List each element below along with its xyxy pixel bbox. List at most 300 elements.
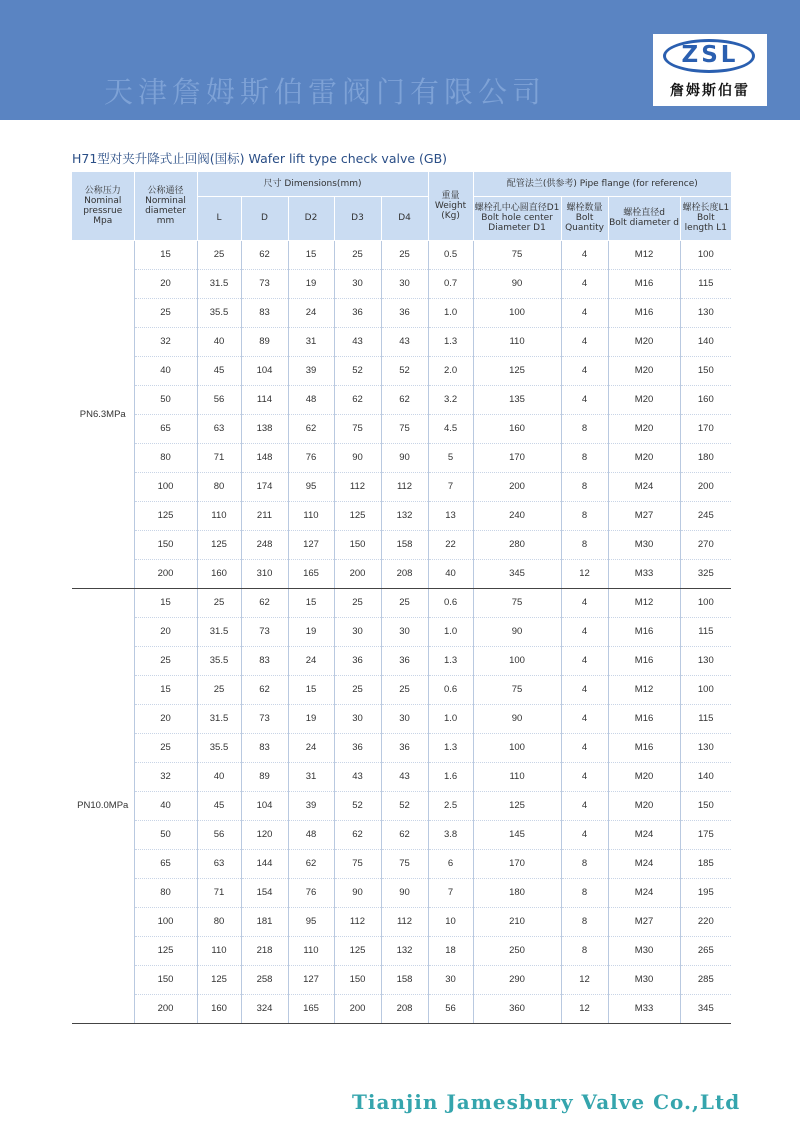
cell-D3: 43 (334, 327, 381, 356)
cell-D: 89 (241, 327, 288, 356)
table-row (72, 936, 731, 965)
header-text: Diameter D1 (488, 223, 546, 233)
cell-D3: 52 (334, 356, 381, 385)
cell-D: 324 (241, 994, 288, 1023)
logo-mark: ZSL (681, 42, 739, 68)
cell-L: 56 (197, 385, 241, 414)
cell-bolt-qty: 8 (561, 501, 608, 530)
header-bolt-length (680, 196, 731, 240)
table-row (72, 994, 731, 1023)
cell-bolt-circle: 135 (473, 385, 561, 414)
company-name-cn: 天津詹姆斯伯雷阀门有限公司 (104, 75, 547, 109)
cell-D3: 90 (334, 443, 381, 472)
cell-diameter: 150 (134, 530, 197, 559)
header-text: Bolt (575, 213, 594, 223)
header-text: length L1 (684, 223, 727, 233)
cell-D3: 75 (334, 849, 381, 878)
table-row (72, 327, 731, 356)
cell-D4: 62 (381, 385, 428, 414)
cell-L: 71 (197, 878, 241, 907)
table-row (72, 878, 731, 907)
cell-diameter: 32 (134, 762, 197, 791)
cell-D2: 24 (288, 646, 334, 675)
cell-bolt-qty: 8 (561, 530, 608, 559)
cell-bolt-circle: 100 (473, 298, 561, 327)
cell-D3: 112 (334, 907, 381, 936)
cell-bolt-length: 130 (680, 646, 731, 675)
cell-D4: 43 (381, 327, 428, 356)
cell-D2: 95 (288, 472, 334, 501)
cell-bolt-qty: 12 (561, 559, 608, 588)
cell-bolt-qty: 8 (561, 849, 608, 878)
cell-D3: 125 (334, 936, 381, 965)
cell-weight: 0.5 (428, 240, 473, 269)
cell-bolt-length: 100 (680, 588, 731, 617)
cell-bolt-qty: 8 (561, 414, 608, 443)
cell-bolt-qty: 8 (561, 878, 608, 907)
cell-bolt-length: 180 (680, 443, 731, 472)
cell-D4: 25 (381, 588, 428, 617)
cell-D3: 25 (334, 675, 381, 704)
cell-bolt-diameter: M20 (608, 385, 680, 414)
logo-name-cn: 詹姆斯伯雷 (670, 83, 750, 99)
cell-L: 31.5 (197, 269, 241, 298)
cell-weight: 1.3 (428, 646, 473, 675)
table-row (72, 472, 731, 501)
cell-diameter: 80 (134, 443, 197, 472)
cell-diameter: 80 (134, 878, 197, 907)
cell-D2: 62 (288, 849, 334, 878)
cell-D3: 36 (334, 298, 381, 327)
table-row (72, 820, 731, 849)
table-row (72, 646, 731, 675)
header-diameter (134, 172, 197, 240)
cell-L: 31.5 (197, 704, 241, 733)
cell-D2: 39 (288, 356, 334, 385)
cell-bolt-qty: 8 (561, 443, 608, 472)
cell-L: 35.5 (197, 646, 241, 675)
cell-bolt-diameter: M12 (608, 240, 680, 269)
cell-bolt-length: 115 (680, 617, 731, 646)
cell-bolt-qty: 4 (561, 588, 608, 617)
cell-bolt-diameter: M24 (608, 849, 680, 878)
cell-bolt-diameter: M16 (608, 617, 680, 646)
cell-weight: 1.0 (428, 617, 473, 646)
table-row (72, 907, 731, 936)
cell-weight: 10 (428, 907, 473, 936)
table-row (72, 849, 731, 878)
cell-D4: 158 (381, 530, 428, 559)
header-weight (428, 172, 473, 240)
cell-D2: 127 (288, 965, 334, 994)
cell-diameter: 50 (134, 820, 197, 849)
cell-L: 125 (197, 530, 241, 559)
cell-bolt-length: 285 (680, 965, 731, 994)
cell-D: 83 (241, 298, 288, 327)
cell-D: 62 (241, 588, 288, 617)
cell-bolt-circle: 170 (473, 443, 561, 472)
cell-diameter: 15 (134, 588, 197, 617)
cell-weight: 40 (428, 559, 473, 588)
cell-bolt-length: 265 (680, 936, 731, 965)
cell-L: 63 (197, 414, 241, 443)
header-text: 螺栓孔中心圆直径D1 (474, 203, 560, 213)
cell-D4: 208 (381, 559, 428, 588)
cell-bolt-qty: 8 (561, 936, 608, 965)
cell-bolt-circle: 100 (473, 733, 561, 762)
cell-D4: 30 (381, 704, 428, 733)
cell-L: 56 (197, 820, 241, 849)
cell-bolt-qty: 4 (561, 733, 608, 762)
cell-D4: 75 (381, 414, 428, 443)
cell-bolt-diameter: M33 (608, 559, 680, 588)
cell-diameter: 20 (134, 269, 197, 298)
cell-bolt-circle: 125 (473, 356, 561, 385)
cell-D: 211 (241, 501, 288, 530)
cell-weight: 7 (428, 878, 473, 907)
footer-company-name: Tianjin Jamesbury Valve Co.,Ltd (352, 1090, 741, 1114)
cell-bolt-circle: 240 (473, 501, 561, 530)
cell-bolt-circle: 210 (473, 907, 561, 936)
cell-bolt-circle: 250 (473, 936, 561, 965)
cell-D4: 25 (381, 675, 428, 704)
cell-L: 160 (197, 994, 241, 1023)
cell-bolt-length: 100 (680, 240, 731, 269)
cell-bolt-diameter: M24 (608, 472, 680, 501)
table-row (72, 385, 731, 414)
cell-bolt-diameter: M20 (608, 414, 680, 443)
cell-L: 25 (197, 675, 241, 704)
cell-D: 114 (241, 385, 288, 414)
cell-bolt-length: 150 (680, 356, 731, 385)
cell-bolt-length: 185 (680, 849, 731, 878)
cell-D2: 95 (288, 907, 334, 936)
header-D3: D3 (334, 196, 381, 240)
header-D4: D4 (381, 196, 428, 240)
cell-D4: 158 (381, 965, 428, 994)
header-dimensions: 尺寸 Dimensions(mm) (197, 172, 428, 196)
table-row (72, 501, 731, 530)
header-D: D (241, 196, 288, 240)
cell-bolt-circle: 145 (473, 820, 561, 849)
cell-weight: 56 (428, 994, 473, 1023)
cell-D2: 165 (288, 994, 334, 1023)
cell-D2: 62 (288, 414, 334, 443)
cell-diameter: 200 (134, 559, 197, 588)
cell-D4: 90 (381, 878, 428, 907)
header-bolt-diameter (608, 196, 680, 240)
cell-bolt-length: 170 (680, 414, 731, 443)
cell-weight: 7 (428, 472, 473, 501)
cell-weight: 1.0 (428, 704, 473, 733)
cell-L: 45 (197, 791, 241, 820)
cell-L: 63 (197, 849, 241, 878)
table-body (72, 240, 731, 1023)
cell-bolt-qty: 4 (561, 240, 608, 269)
cell-D2: 19 (288, 617, 334, 646)
cell-D2: 24 (288, 298, 334, 327)
header-text: 公称压力 (84, 185, 121, 196)
cell-L: 160 (197, 559, 241, 588)
header-text: Mpa (93, 215, 113, 226)
cell-bolt-length: 325 (680, 559, 731, 588)
cell-D2: 48 (288, 385, 334, 414)
cell-diameter: 65 (134, 414, 197, 443)
cell-D4: 25 (381, 240, 428, 269)
cell-D: 310 (241, 559, 288, 588)
cell-D3: 62 (334, 385, 381, 414)
cell-D: 154 (241, 878, 288, 907)
cell-diameter: 20 (134, 704, 197, 733)
cell-D2: 31 (288, 762, 334, 791)
cell-D2: 15 (288, 675, 334, 704)
cell-bolt-circle: 90 (473, 269, 561, 298)
header-pressure (72, 172, 134, 240)
cell-bolt-qty: 4 (561, 704, 608, 733)
header-bolt-circle (473, 196, 561, 240)
cell-bolt-diameter: M33 (608, 994, 680, 1023)
cell-D3: 25 (334, 588, 381, 617)
cell-bolt-circle: 90 (473, 617, 561, 646)
cell-bolt-qty: 8 (561, 472, 608, 501)
cell-bolt-length: 140 (680, 327, 731, 356)
cell-D: 73 (241, 269, 288, 298)
cell-weight: 6 (428, 849, 473, 878)
cell-D4: 30 (381, 269, 428, 298)
cell-bolt-qty: 4 (561, 356, 608, 385)
cell-diameter: 65 (134, 849, 197, 878)
cell-bolt-circle: 75 (473, 588, 561, 617)
cell-D3: 75 (334, 414, 381, 443)
table-row (72, 240, 731, 269)
cell-D4: 30 (381, 617, 428, 646)
cell-bolt-qty: 4 (561, 820, 608, 849)
cell-D2: 39 (288, 791, 334, 820)
pressure-cell: PN10.0MPa (72, 588, 134, 1023)
cell-D2: 127 (288, 530, 334, 559)
cell-D3: 43 (334, 762, 381, 791)
cell-D4: 90 (381, 443, 428, 472)
cell-bolt-diameter: M16 (608, 646, 680, 675)
cell-D3: 90 (334, 878, 381, 907)
cell-D3: 52 (334, 791, 381, 820)
cell-weight: 3.8 (428, 820, 473, 849)
cell-bolt-circle: 110 (473, 327, 561, 356)
cell-L: 80 (197, 907, 241, 936)
cell-bolt-diameter: M30 (608, 936, 680, 965)
header-text: 螺栓数量 (566, 203, 603, 213)
cell-diameter: 125 (134, 501, 197, 530)
cell-bolt-qty: 4 (561, 327, 608, 356)
cell-bolt-circle: 345 (473, 559, 561, 588)
cell-D3: 125 (334, 501, 381, 530)
cell-D2: 76 (288, 878, 334, 907)
cell-bolt-length: 270 (680, 530, 731, 559)
cell-bolt-qty: 4 (561, 791, 608, 820)
cell-D2: 110 (288, 501, 334, 530)
cell-diameter: 125 (134, 936, 197, 965)
cell-weight: 2.5 (428, 791, 473, 820)
cell-bolt-length: 175 (680, 820, 731, 849)
cell-D: 89 (241, 762, 288, 791)
cell-bolt-diameter: M20 (608, 762, 680, 791)
table-row (72, 443, 731, 472)
table-row (72, 530, 731, 559)
cell-D3: 36 (334, 733, 381, 762)
cell-bolt-qty: 4 (561, 646, 608, 675)
cell-bolt-qty: 4 (561, 617, 608, 646)
cell-bolt-diameter: M30 (608, 530, 680, 559)
cell-weight: 3.2 (428, 385, 473, 414)
cell-bolt-qty: 4 (561, 298, 608, 327)
cell-bolt-qty: 4 (561, 675, 608, 704)
cell-D3: 200 (334, 994, 381, 1023)
table-row (72, 269, 731, 298)
cell-bolt-length: 160 (680, 385, 731, 414)
cell-bolt-diameter: M16 (608, 733, 680, 762)
cell-D4: 43 (381, 762, 428, 791)
cell-diameter: 32 (134, 327, 197, 356)
header-text: Bolt hole center (481, 213, 553, 223)
header-text: Nominal (84, 195, 122, 206)
cell-D3: 30 (334, 617, 381, 646)
cell-bolt-qty: 12 (561, 994, 608, 1023)
cell-D: 138 (241, 414, 288, 443)
table-row (72, 414, 731, 443)
header-text: Weight (434, 200, 467, 211)
cell-bolt-circle: 75 (473, 240, 561, 269)
cell-bolt-diameter: M20 (608, 356, 680, 385)
cell-D4: 62 (381, 820, 428, 849)
cell-diameter: 20 (134, 617, 197, 646)
cell-bolt-circle: 180 (473, 878, 561, 907)
cell-bolt-length: 245 (680, 501, 731, 530)
cell-bolt-circle: 160 (473, 414, 561, 443)
cell-D: 104 (241, 791, 288, 820)
cell-D: 73 (241, 704, 288, 733)
cell-L: 25 (197, 240, 241, 269)
cell-bolt-diameter: M12 (608, 588, 680, 617)
cell-D4: 75 (381, 849, 428, 878)
table-row (72, 617, 731, 646)
cell-bolt-length: 130 (680, 298, 731, 327)
cell-bolt-diameter: M16 (608, 269, 680, 298)
cell-weight: 0.6 (428, 675, 473, 704)
cell-diameter: 150 (134, 965, 197, 994)
cell-L: 110 (197, 501, 241, 530)
header-text: mm (156, 215, 175, 226)
cell-L: 80 (197, 472, 241, 501)
cell-D2: 15 (288, 240, 334, 269)
cell-D2: 165 (288, 559, 334, 588)
cell-D4: 132 (381, 936, 428, 965)
cell-bolt-qty: 4 (561, 269, 608, 298)
cell-weight: 1.3 (428, 327, 473, 356)
cell-bolt-circle: 170 (473, 849, 561, 878)
cell-diameter: 40 (134, 356, 197, 385)
cell-bolt-diameter: M20 (608, 327, 680, 356)
cell-D4: 112 (381, 907, 428, 936)
cell-D3: 30 (334, 269, 381, 298)
cell-D: 83 (241, 646, 288, 675)
cell-D2: 19 (288, 269, 334, 298)
cell-D: 148 (241, 443, 288, 472)
cell-L: 31.5 (197, 617, 241, 646)
cell-bolt-diameter: M20 (608, 791, 680, 820)
cell-D4: 52 (381, 356, 428, 385)
cell-D: 83 (241, 733, 288, 762)
cell-bolt-length: 345 (680, 994, 731, 1023)
cell-bolt-circle: 90 (473, 704, 561, 733)
header-text: Bolt (696, 213, 715, 223)
cell-D2: 24 (288, 733, 334, 762)
pressure-cell: PN6.3MPa (72, 240, 134, 588)
cell-L: 40 (197, 327, 241, 356)
cell-bolt-diameter: M27 (608, 501, 680, 530)
cell-D: 248 (241, 530, 288, 559)
header-text: pressrue (83, 205, 123, 216)
header-text: (Kg) (441, 210, 460, 221)
cell-D4: 132 (381, 501, 428, 530)
cell-D3: 25 (334, 240, 381, 269)
cell-D2: 31 (288, 327, 334, 356)
table-row (72, 965, 731, 994)
header-text: Norminal (145, 195, 186, 206)
cell-diameter: 25 (134, 733, 197, 762)
cell-diameter: 200 (134, 994, 197, 1023)
header-L: L (197, 196, 241, 240)
cell-bolt-length: 150 (680, 791, 731, 820)
cell-bolt-length: 130 (680, 733, 731, 762)
cell-D4: 52 (381, 791, 428, 820)
cell-bolt-diameter: M20 (608, 443, 680, 472)
cell-D: 104 (241, 356, 288, 385)
cell-bolt-length: 195 (680, 878, 731, 907)
cell-diameter: 100 (134, 907, 197, 936)
cell-diameter: 25 (134, 298, 197, 327)
cell-bolt-length: 115 (680, 704, 731, 733)
cell-weight: 30 (428, 965, 473, 994)
cell-D4: 208 (381, 994, 428, 1023)
cell-D3: 200 (334, 559, 381, 588)
table-row (72, 356, 731, 385)
cell-diameter: 15 (134, 240, 197, 269)
cell-L: 25 (197, 588, 241, 617)
header-text: 公称通径 (147, 185, 184, 196)
cell-weight: 1.6 (428, 762, 473, 791)
header-text: 螺栓直径d (623, 208, 665, 218)
cell-diameter: 25 (134, 646, 197, 675)
cell-D2: 110 (288, 936, 334, 965)
cell-D2: 76 (288, 443, 334, 472)
cell-L: 35.5 (197, 733, 241, 762)
cell-weight: 5 (428, 443, 473, 472)
cell-D: 144 (241, 849, 288, 878)
cell-diameter: 100 (134, 472, 197, 501)
cell-bolt-circle: 75 (473, 675, 561, 704)
cell-bolt-diameter: M16 (608, 704, 680, 733)
cell-bolt-circle: 200 (473, 472, 561, 501)
cell-D: 62 (241, 240, 288, 269)
cell-D3: 150 (334, 965, 381, 994)
cell-L: 40 (197, 762, 241, 791)
cell-weight: 13 (428, 501, 473, 530)
cell-weight: 1.0 (428, 298, 473, 327)
table-row (72, 588, 731, 617)
cell-weight: 1.3 (428, 733, 473, 762)
cell-bolt-diameter: M12 (608, 675, 680, 704)
cell-D: 62 (241, 675, 288, 704)
